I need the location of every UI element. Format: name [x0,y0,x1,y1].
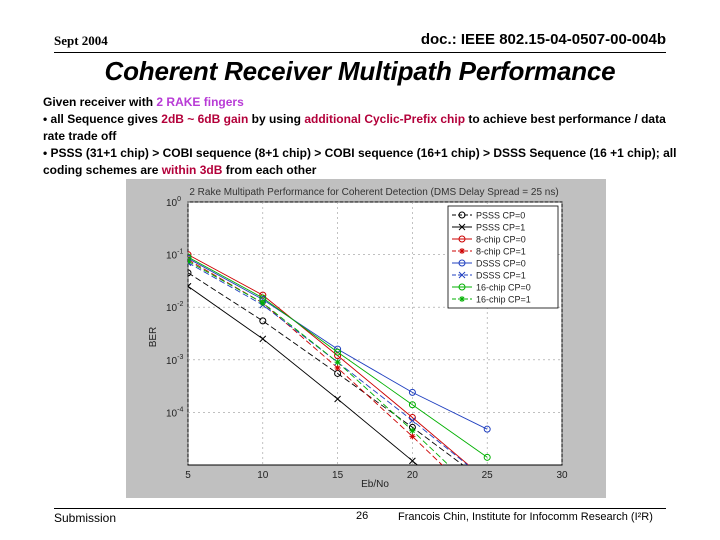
ber-chart [126,179,606,498]
body-line-2-text-b: by using [248,112,305,126]
legend-label: PSSS CP=1 [476,222,526,233]
legend-label: 16-chip CP=0 [476,282,531,293]
footer-page-number: 26 [356,510,369,522]
y-tick-label: $10^0$ [166,196,182,209]
chart-figure [126,179,606,498]
body-line-3-text: • PSSS (31+1 chip) > COBI sequence (8+1 chip) > COBI sequence (16+1 chip) > DSSS Sequence (16 +1 chip); all coding schemes are [43,146,677,177]
y-tick-label: $10^{-4}$ [166,406,184,420]
legend-label: 8-chip CP=1 [476,246,526,257]
header-divider [54,52,666,53]
body-line-2-highlight-2: additional Cyclic-Prefix chip [304,112,466,126]
header-doc-id: doc.: IEEE 802.15-04-0507-00-004b [420,31,666,48]
y-tick-label: $10^{-2}$ [166,301,184,315]
y-tick-label: $10^{-1}$ [166,248,184,262]
legend-label: DSSS CP=1 [476,270,526,281]
data-point [409,428,415,434]
legend-label: 8-chip CP=0 [476,234,526,245]
y-tick-label: $10^{-3}$ [166,353,184,367]
legend-label: PSSS CP=0 [476,210,526,221]
slide-body [43,94,683,179]
x-tick-label: 10 [257,470,269,481]
body-line-3-end: from each other [222,163,317,177]
x-axis-label: Eb/No [361,479,389,490]
header-date: Sept 2004 [54,33,108,48]
body-line-1-text: Given receiver with [43,95,157,109]
slide-title: Coherent Receiver Multipath Performance [104,56,616,86]
x-tick-label: 15 [332,470,344,481]
data-point [484,480,490,486]
legend-box [448,206,558,308]
body-line-3-highlight: within 3dB [161,163,223,177]
body-line-2-highlight-1: 2dB ~ 6dB gain [161,112,249,126]
body-line-2 [43,111,683,145]
x-tick-label: 25 [481,470,493,481]
body-line-1 [43,94,683,111]
x-tick-label: 30 [556,470,568,481]
y-ticks [166,196,183,419]
legend-label: DSSS CP=0 [476,258,526,269]
x-tick-label: 5 [185,470,191,481]
legend [448,206,558,308]
footer-divider [54,508,666,509]
body-line-1-highlight: 2 RAKE fingers [156,95,244,109]
footer-author: Francois Chin, Institute for Infocomm Research (I²R) [398,511,653,523]
legend-label: 16-chip CP=1 [476,294,531,305]
body-line-3 [43,145,683,179]
chart-title: 2 Rake Multipath Performance for Coherent Detection (DMS Delay Spread = 25 ns) [189,187,559,198]
body-line-2-text-a: • all Sequence gives [43,112,162,126]
footer-submission: Submission [54,511,117,525]
x-tick-label: 20 [406,470,418,481]
y-axis-label: BER [148,326,159,348]
body-line-2-text-c: to achieve best performance / data rate trade off [43,112,666,143]
